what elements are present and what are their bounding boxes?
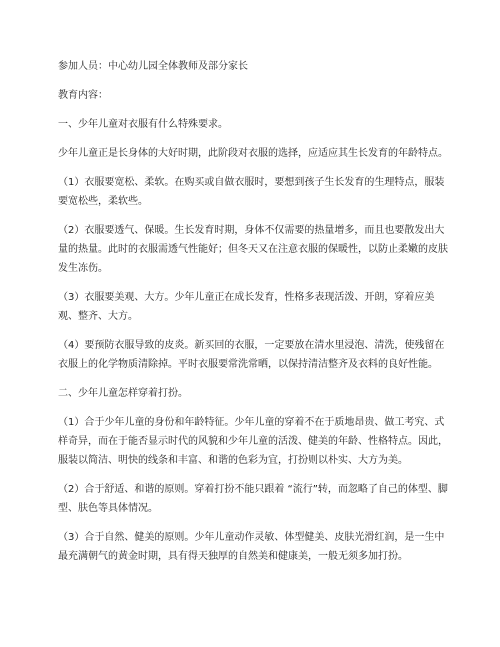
section-1-intro: 少年儿童正是长身体的大好时期，此阶段对衣服的选择，应适应其生长发育的年龄特点。 xyxy=(58,148,448,159)
section-1-item-3: （3）衣服要美观、大方。少年儿童正在成长发育，性格多表现活泼、开朗，穿着应美观、整齐、大方。 xyxy=(58,292,435,322)
section-1-item-4: （4）要预防衣服导致的皮炎。新买回的衣服，一定要放在清水里浸泡、清洗，使残留在衣服上的化学物质清除掉。平时衣服要常洗常晒，以保持清洁整齐及衣料的良好性能。 xyxy=(58,340,445,370)
section-2-item-1: （1）合于少年儿童的身份和年龄特征。少年儿童的穿着不在于质地昂贵、做工考究、式样奇异，而在于能否显示时代的风貌和少年儿童的活泼、健美的年龄、性格特点。因此，服装以简洁、明快的线条和丰富、和谐的色彩为宜，打扮则以朴实、大方为美。 xyxy=(58,417,448,466)
section-2-title: 二、少年儿童怎样穿着打扮。 xyxy=(58,388,188,399)
content-label: 教育内容： xyxy=(58,90,108,101)
section-2-item-2: （2）合于舒适、和谐的原则。穿着打扮不能只跟着 “流行”转，而忽略了自己的体型、脚型、肤色等具体情况。 xyxy=(58,484,448,514)
participants-line: 参加人员：中心幼儿园全体教师及部分家长 xyxy=(58,61,248,72)
section-2-item-3: （3）合于自然、健美的原则。少年儿童动作灵敏、体型健美、皮肤光滑红润，是一生中最充满朝气的黄金时期，具有得天独厚的自然美和健康美，一般无须多加打扮。 xyxy=(58,532,445,562)
section-1-item-2: （2）衣服要透气、保暖。生长发育时期，身体不仅需要的热量增多，而且也要散发出大量的热量。此时的衣服需透气性能好；但冬天又在注意衣服的保暖性，以防止柔嫩的皮肤发生冻伤。 xyxy=(58,225,448,274)
section-1-item-1: （1）衣服要宽松、柔软。在购买或自做衣服时，要想到孩子生长发育的生理特点，服装要宽松些，柔软些。 xyxy=(58,177,445,207)
section-1-title: 一、少年儿童对衣服有什么特殊要求。 xyxy=(58,119,228,130)
